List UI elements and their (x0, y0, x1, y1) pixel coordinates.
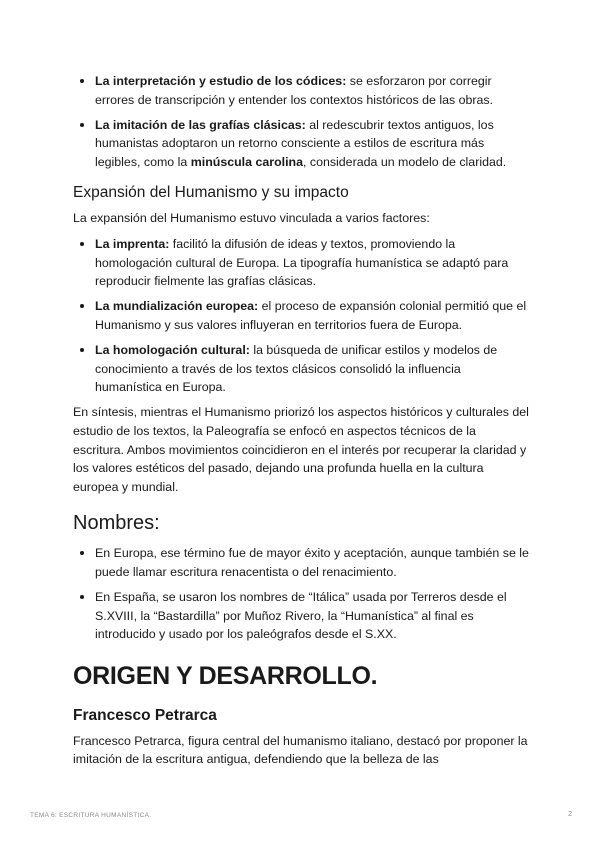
page-number: 2 (568, 811, 572, 818)
item-lead: La mundialización europea: (95, 299, 259, 314)
list-item (73, 341, 529, 397)
item-text: se esforzaron por corregir errores de transcripción y entender los contextos históricos de las obras. (95, 74, 494, 107)
list-item (73, 297, 529, 334)
item-lead: La imitación de las grafías clásicas: (95, 117, 306, 132)
list-item (73, 72, 529, 109)
list-item: En España, se usaron los nombres de “Itálica” usada por Terreros desde el S.XVIII, la “Bastardilla” por Muñoz Rivero, la “Humanística” al final es introducido y usado por los paleógrafos desde el S.XX. (73, 588, 529, 644)
item-text: al redescubrir textos antiguos, los humanistas adoptaron un retorno consciente a estilos de escritura más legibles, como la (95, 117, 494, 169)
item-lead: La imprenta: (95, 237, 170, 252)
list-item (73, 235, 529, 291)
item-text: facilitó la difusión de ideas y textos, promoviendo la homologación cultural de Europa. La tipografía humanística se adaptó para reproducir fielmente las grafías clásicas. (95, 237, 509, 289)
expansion-heading: Expansión del Humanismo y su impacto (73, 184, 349, 202)
item-emphasis: minúscula carolina (190, 154, 303, 169)
expansion-bullet-list (73, 235, 529, 397)
petrarca-paragraph: Francesco Petrarca, figura central del humanismo italiano, destacó por proponer la imitación de la escritura antigua, defendiendo que la belleza de las (73, 733, 528, 767)
codices-bullet-list (73, 72, 529, 171)
expansion-intro: La expansión del Humanismo estuvo vinculada a varios factores: (73, 211, 430, 226)
item-text: el proceso de expansión colonial permitió que el Humanismo y sus valores influyeran en territorios fuera de Europa. (95, 299, 527, 332)
item-lead: La interpretación y estudio de los códices: (95, 74, 347, 88)
page-content (73, 72, 529, 776)
petrarca-heading: Francesco Petrarca (73, 706, 217, 724)
list-item: En Europa, ese término fue de mayor éxito y aceptación, aunque también se le puede llamar escritura renacentista o del renacimiento. (73, 544, 529, 581)
summary-paragraph: En síntesis, mientras el Humanismo priorizó los aspectos históricos y culturales del estudio de los textos, la Paleografía se enfocó en aspectos técnicos de la escritura. Ambos movimientos coincidieron en el interés por recuperar la claridad y los valores estéticos del pasado, dejando una profunda huella en la cultura europea y mundial. (73, 405, 529, 494)
origen-heading: ORIGEN Y DESARROLLO. (73, 661, 378, 690)
footer-title: TEMA 6: ESCRITURA HUMANÍSTICA. (30, 812, 152, 819)
item-lead: La homologación cultural: (95, 343, 250, 358)
item-text: , considerada un modelo de claridad. (302, 154, 507, 169)
item-text: la búsqueda de unificar estilos y modelos de conocimiento a través de los textos clásicos consolidó la influencia humanística en Europa. (95, 343, 498, 395)
nombres-bullet-list (73, 544, 529, 643)
nombres-heading: Nombres: (73, 512, 160, 535)
list-item (73, 116, 529, 172)
